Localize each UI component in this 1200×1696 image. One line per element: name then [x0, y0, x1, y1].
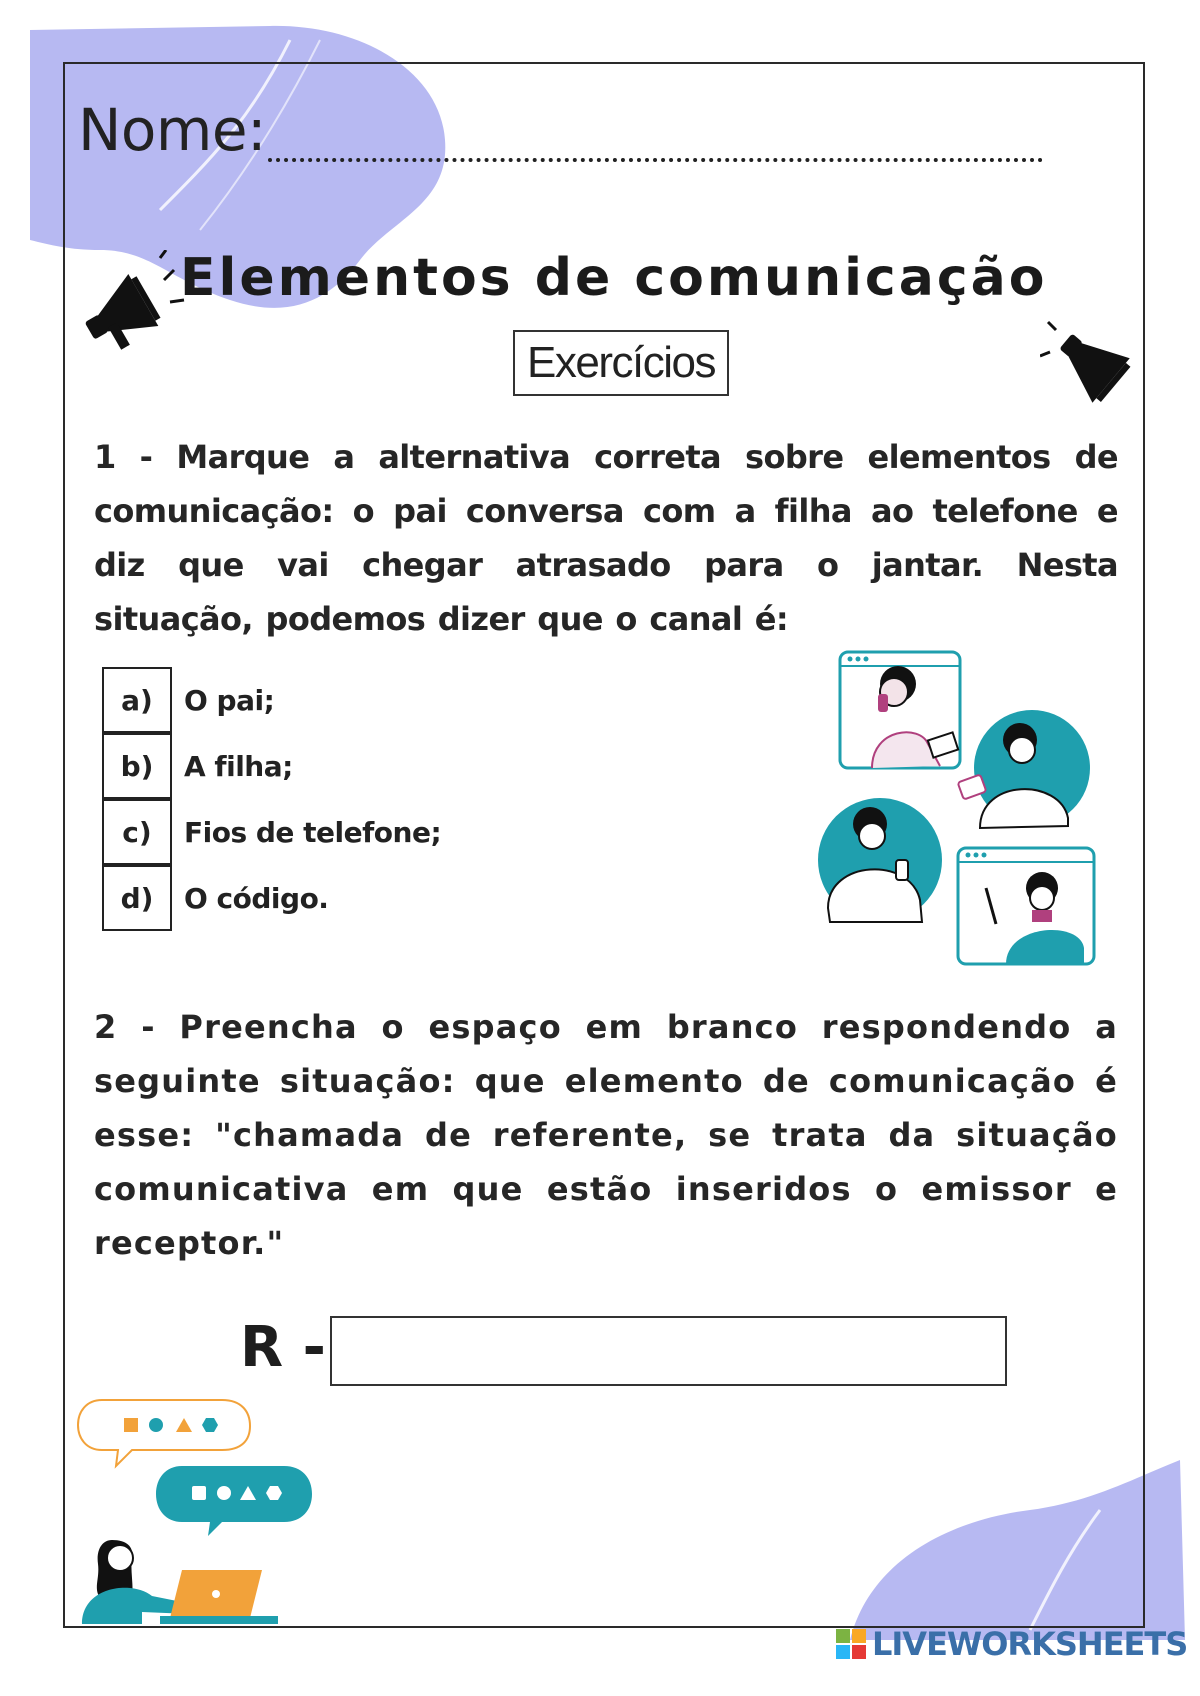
question-2-text: 2 - Preencha o espaço em branco respondendo a seguinte situação: que elemento de comunicação é esse: "chamada de referente, se trata da situação comunicativa em que estão inseridos o emissor e receptor." [94, 1008, 1118, 1262]
option-b[interactable] [102, 734, 702, 800]
option-letter[interactable]: b) [102, 733, 172, 799]
answer-input[interactable] [330, 1316, 1007, 1386]
brand-icon-tile [852, 1629, 866, 1643]
question-1-options [102, 668, 702, 932]
option-text: O código. [184, 882, 329, 915]
option-text: O pai; [184, 684, 275, 717]
question-1-text: 1 - Marque a alternativa correta sobre elementos de comunicação: o pai conversa com a filha ao telefone e diz que vai chegar atrasado para o jantar. Nesta situação, podemos dizer que o canal é: [94, 438, 1118, 638]
brand-icon-tile [836, 1629, 850, 1643]
video-call-illustration [810, 648, 1110, 968]
option-c[interactable] [102, 800, 702, 866]
page-title: Elementos de comunicação [180, 248, 1048, 308]
megaphone-icon [66, 250, 186, 370]
option-letter[interactable]: a) [102, 667, 172, 733]
option-a[interactable] [102, 668, 702, 734]
option-text: Fios de telefone; [184, 816, 442, 849]
megaphone-icon [1040, 312, 1150, 422]
brand-logo [836, 1624, 1187, 1664]
option-d[interactable] [102, 866, 702, 932]
option-letter[interactable]: d) [102, 865, 172, 931]
brand-icon-tile [852, 1645, 866, 1659]
name-label: Nome: [78, 96, 267, 164]
subtitle-text: Exercícios [527, 338, 715, 387]
answer-label: R - [240, 1315, 326, 1380]
subtitle-box [513, 330, 729, 396]
brand-icon-tile [836, 1645, 850, 1659]
name-field-line[interactable] [268, 158, 1043, 162]
chat-illustration [72, 1390, 322, 1626]
option-letter[interactable]: c) [102, 799, 172, 865]
option-text: A filha; [184, 750, 293, 783]
brand-icon [836, 1629, 866, 1659]
brand-text: LIVEWORKSHEETS [872, 1625, 1188, 1663]
